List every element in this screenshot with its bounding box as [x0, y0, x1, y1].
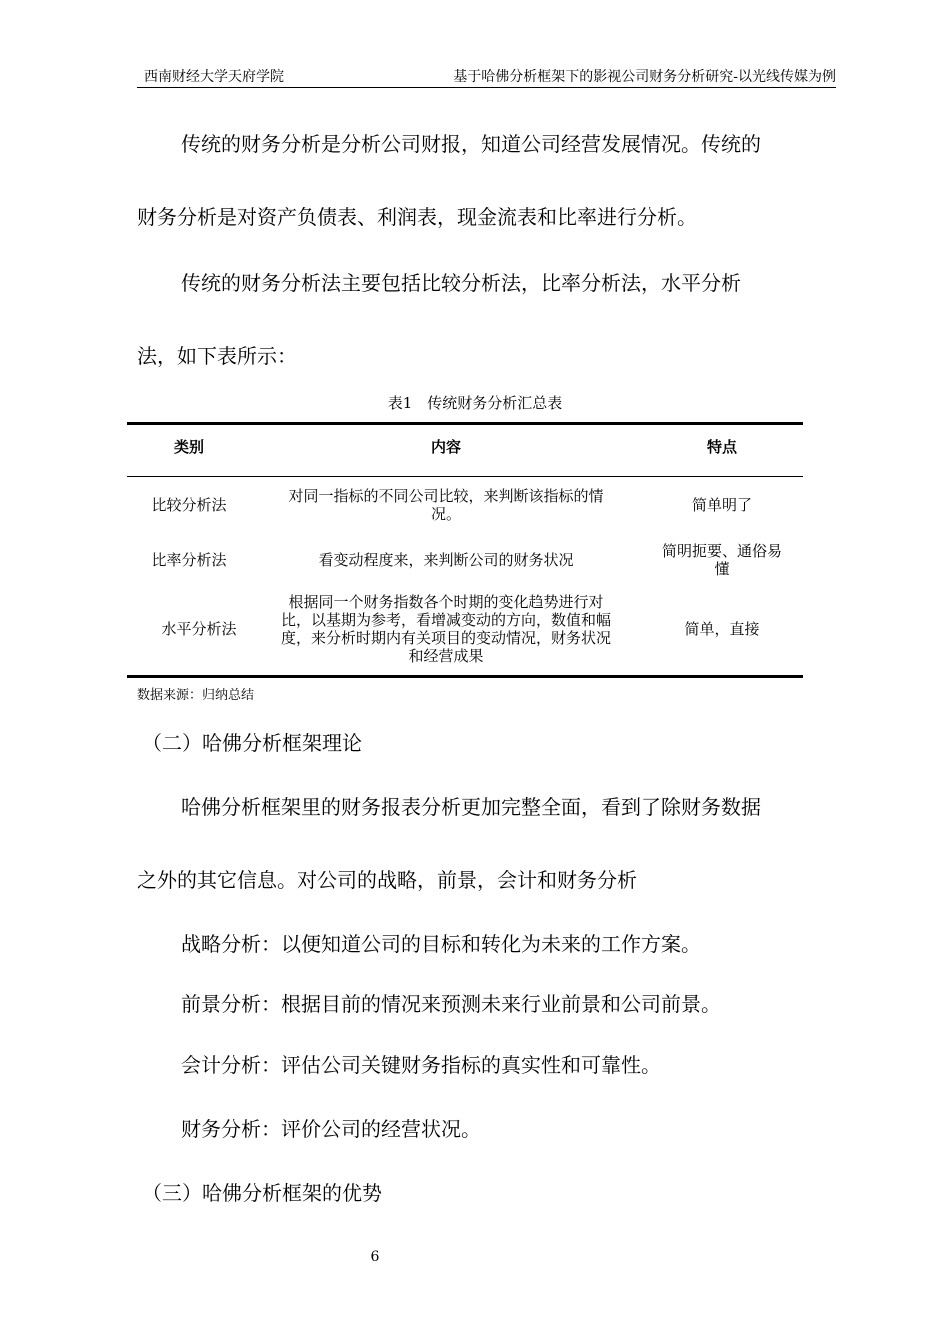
table-cell-feature: 简单，直接: [684, 620, 760, 638]
section-heading: （二）哈佛分析框架理论: [142, 731, 362, 755]
table-header-feature: 特点: [706, 438, 737, 456]
paragraph-line: 之外的其它信息。对公司的战略，前景，会计和财务分析: [137, 868, 637, 892]
table-header-category: 类别: [173, 438, 204, 456]
paragraph-line: 财务分析是对资产负债表、利润表，现金流表和比率进行分析。: [137, 205, 697, 229]
header-school: 西南财经大学天府学院: [144, 69, 284, 85]
section-heading: （三）哈佛分析框架的优势: [142, 1181, 382, 1205]
table-cell-category: 比率分析法: [151, 551, 227, 569]
table-cell-category: 比较分析法: [151, 496, 227, 514]
table-cell-feature: 简单明了: [691, 496, 752, 514]
header-title: 基于哈佛分析框架下的影视公司财务分析研究-以光线传媒为例: [453, 69, 836, 85]
table-cell-feature: 简明扼要、通俗易 懂: [661, 542, 782, 578]
table-caption: 表1 传统财务分析汇总表: [387, 394, 563, 412]
header-rule: [137, 87, 836, 88]
paragraph-line: 传统的财务分析是分析公司财报，知道公司经营发展情况。传统的: [181, 132, 761, 156]
table-source: 数据来源：归纳总结: [137, 688, 255, 703]
table-bottom-rule: [127, 675, 803, 678]
list-item: 财务分析：评价公司的经营状况。: [181, 1117, 481, 1141]
table-header-rule: [127, 476, 803, 477]
list-item: 会计分析：评估公司关键财务指标的真实性和可靠性。: [181, 1053, 661, 1077]
table-top-rule: [127, 422, 803, 425]
list-item: 前景分析：根据目前的情况来预测未来行业前景和公司前景。: [181, 992, 721, 1016]
list-item: 战略分析：以便知道公司的目标和转化为未来的工作方案。: [181, 932, 701, 956]
page-number: 6: [370, 1249, 380, 1265]
table-header-content: 内容: [430, 438, 461, 456]
paragraph-line: 传统的财务分析法主要包括比较分析法，比率分析法，水平分析: [181, 271, 741, 295]
table-cell-content: 对同一指标的不同公司比较，来判断该指标的情 况。: [288, 487, 604, 523]
table-cell-content: 根据同一个财务指数各个时期的变化趋势进行对 比，以基期为参考，看增减变动的方向，数值和幅 度，来分析时期内有关项目的变动情况，财务状况 和经营成果: [280, 593, 611, 665]
table-cell-category: 水平分析法: [161, 620, 237, 638]
paragraph-line: 法，如下表所示：: [137, 344, 297, 368]
paragraph-line: 哈佛分析框架里的财务报表分析更加完整全面，看到了除财务数据: [181, 795, 761, 819]
table-cell-content: 看变动程度来，来判断公司的财务状况: [318, 551, 574, 569]
